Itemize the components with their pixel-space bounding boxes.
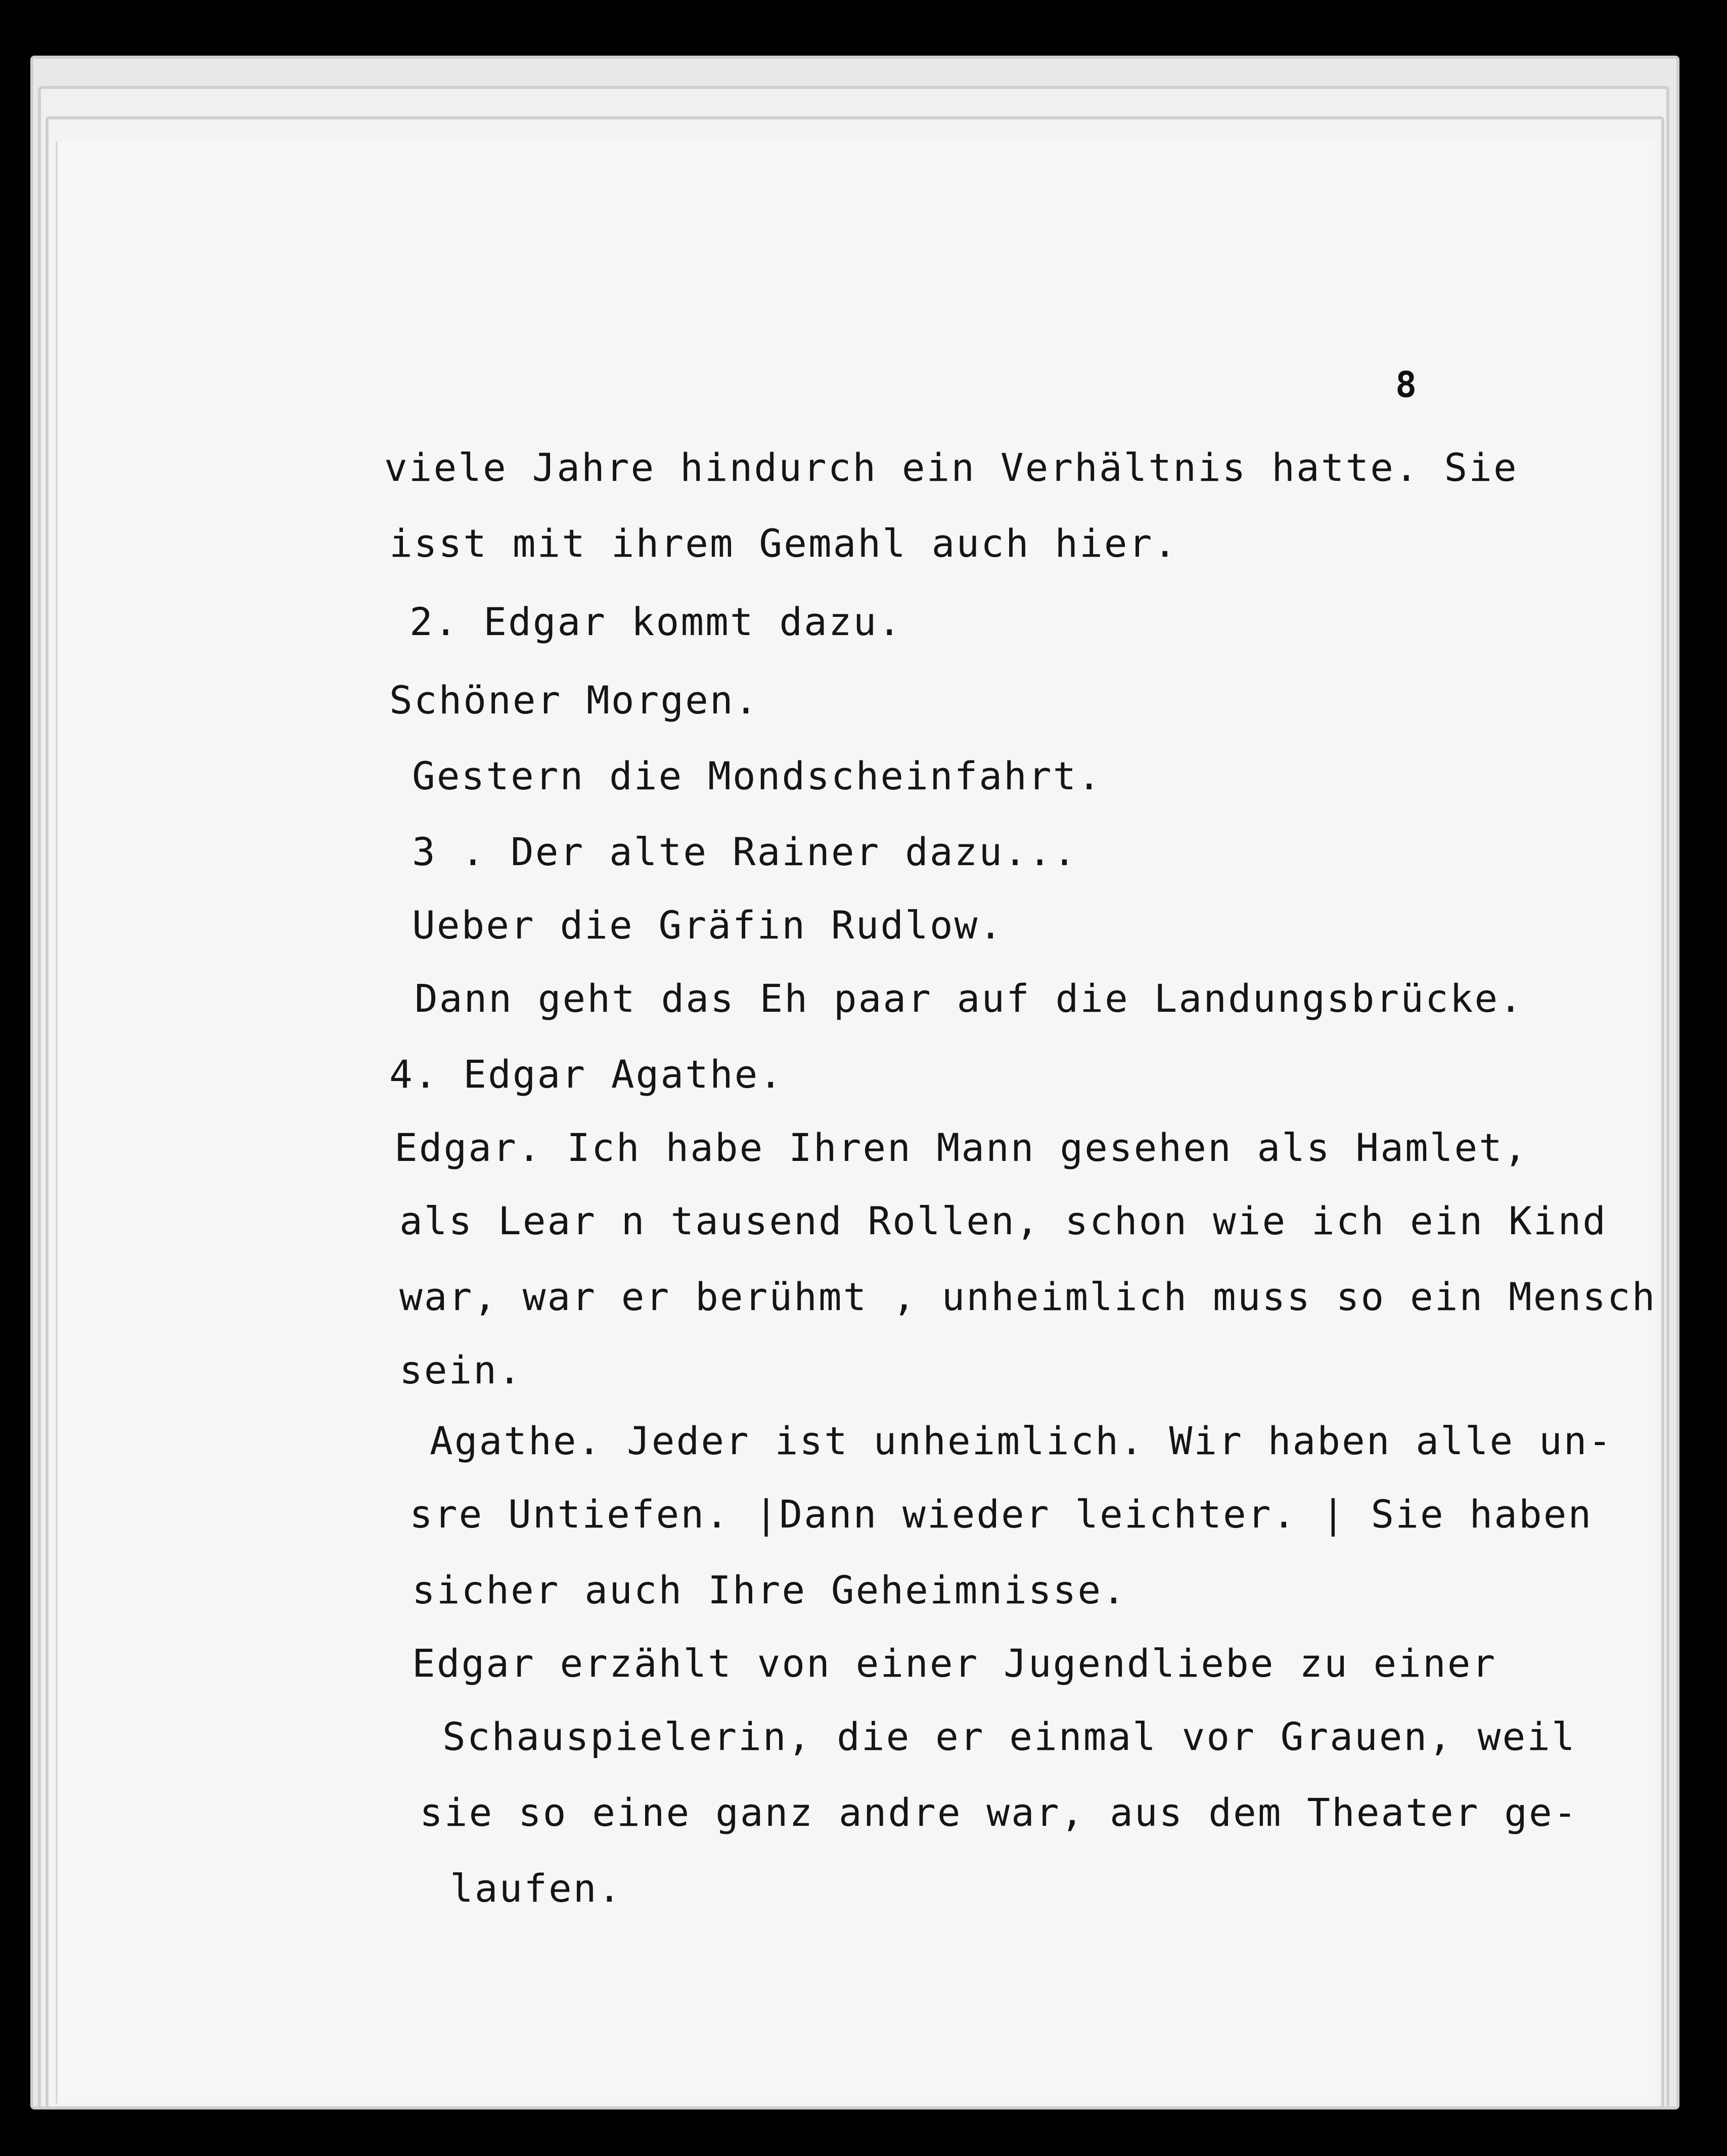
text-line: sie so eine ganz andre war, aus dem Theater ge- bbox=[420, 1790, 1578, 1835]
text-line: viele Jahre hindurch ein Verhältnis hatte. Sie bbox=[384, 445, 1518, 490]
text-line: Ueber die Gräfin Rudlow. bbox=[412, 903, 1004, 948]
text-line: isst mit ihrem Gemahl auch hier. bbox=[389, 521, 1178, 566]
text-line: als Lear n tausend Rollen, schon wie ich ein Kind bbox=[399, 1198, 1608, 1243]
text-line: Schauspielerin, die er einmal vor Grauen, weil bbox=[442, 1714, 1576, 1759]
page-number: 8 bbox=[1395, 364, 1417, 406]
text-line: Gestern die Mondscheinfahrt. bbox=[412, 753, 1103, 798]
text-line: 4. Edgar Agathe. bbox=[389, 1052, 784, 1097]
text-line: Dann geht das Eh paar auf die Landungsbrücke. bbox=[415, 976, 1524, 1021]
text-line: sein. bbox=[399, 1348, 523, 1393]
text-line: war, war er berühmt , unheimlich muss so ein Mensch bbox=[399, 1274, 1657, 1319]
text-line: Agathe. Jeder ist unheimlich. Wir haben alle un- bbox=[430, 1418, 1613, 1463]
text-line: Schöner Morgen. bbox=[389, 678, 759, 723]
text-line: sre Untiefen. |Dann wieder leichter. | Sie haben bbox=[410, 1492, 1593, 1537]
text-line: 2. Edgar kommt dazu. bbox=[410, 599, 903, 644]
text-line: laufen. bbox=[450, 1866, 623, 1911]
text-line: 3 . Der alte Rainer dazu... bbox=[412, 829, 1078, 874]
text-line: sicher auch Ihre Geheimnisse. bbox=[412, 1567, 1127, 1612]
text-line: Edgar. Ich habe Ihren Mann gesehen als Hamlet, bbox=[394, 1125, 1528, 1170]
text-line: Edgar erzählt von einer Jugendliebe zu einer bbox=[412, 1641, 1497, 1686]
